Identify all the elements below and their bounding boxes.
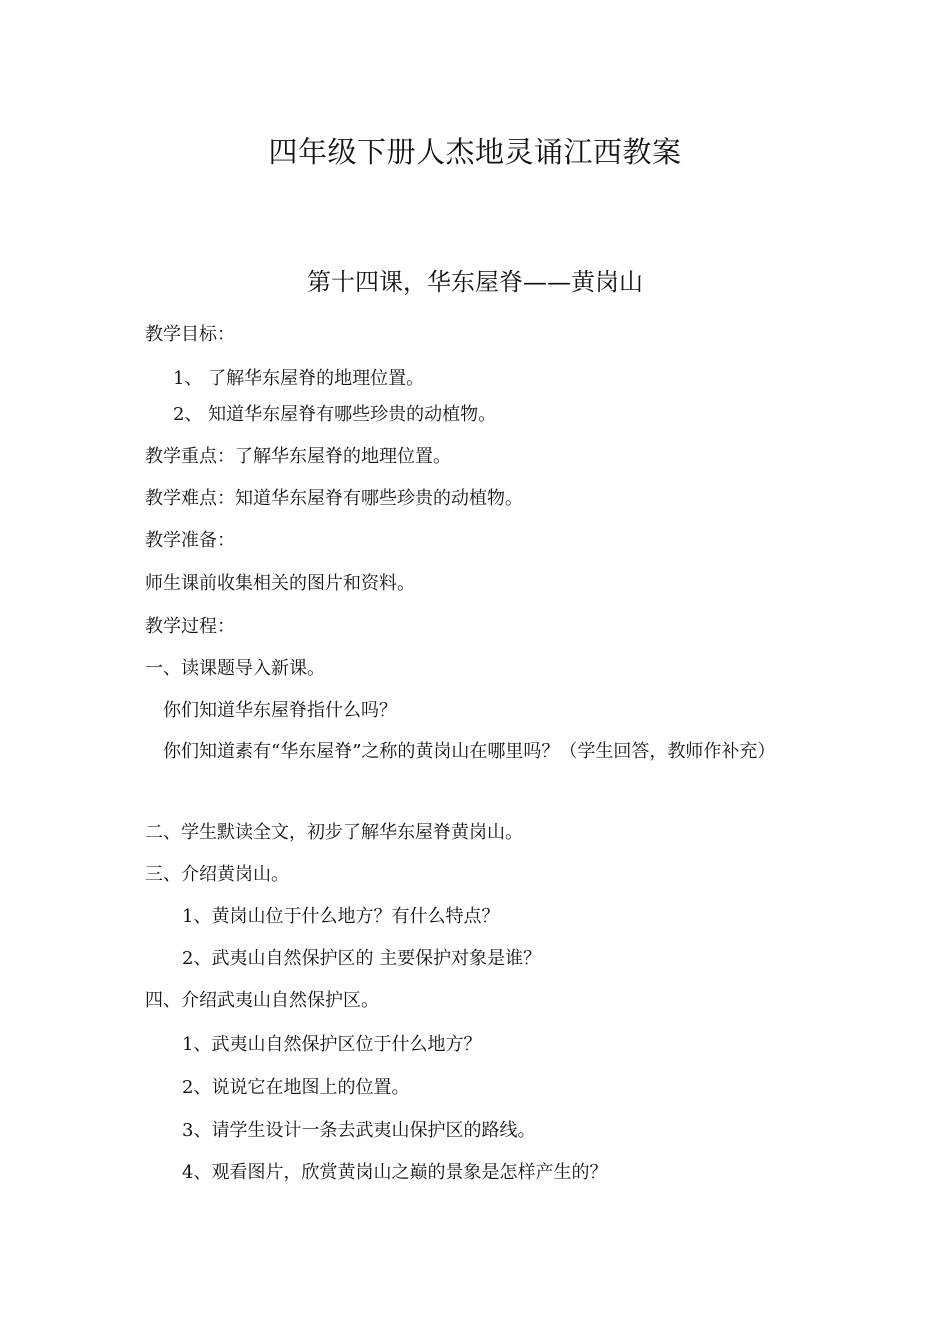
goal-item-1: 1、 了解华东屋脊的地理位置。 <box>173 368 425 389</box>
document-title: 四年级下册人杰地灵诵江西教案 <box>268 135 682 169</box>
section3-item-1: 1、黄岗山位于什么地方？有什么特点？ <box>182 906 500 927</box>
section1-question-1: 你们知道华东屋脊指什么吗？ <box>163 700 397 721</box>
lesson-title: 第十四课，华东屋脊——黄岗山 <box>307 268 643 296</box>
section1-question-2: 你们知道素有“华东屋脊”之称的黄岗山在哪里吗？（学生回答，教师作补充） <box>163 741 776 762</box>
prep-text: 师生课前收集相关的图片和资料。 <box>145 573 415 594</box>
section4-heading: 四、介绍武夷山自然保护区。 <box>145 990 379 1011</box>
section4-item-1: 1、武夷山自然保护区位于什么地方？ <box>182 1034 482 1055</box>
section4-item-2: 2、说说它在地图上的位置。 <box>182 1077 410 1098</box>
key-point: 教学重点：了解华东屋脊的地理位置。 <box>145 446 451 467</box>
section3-heading: 三、介绍黄岗山。 <box>145 864 289 885</box>
goals-heading: 教学目标： <box>145 324 235 345</box>
prep-heading: 教学准备： <box>145 530 235 551</box>
goal-item-2: 2、 知道华东屋脊有哪些珍贵的动植物。 <box>173 404 497 425</box>
section4-item-3: 3、请学生设计一条去武夷山保护区的路线。 <box>182 1120 536 1141</box>
process-heading: 教学过程： <box>145 616 235 637</box>
section2-heading: 二、学生默读全文，初步了解华东屋脊黄岗山。 <box>145 822 523 843</box>
section1-heading: 一、读课题导入新课。 <box>145 658 325 679</box>
difficulty: 教学难点：知道华东屋脊有哪些珍贵的动植物。 <box>145 488 523 509</box>
section4-item-4: 4、观看图片，欣赏黄岗山之巅的景象是怎样产生的？ <box>182 1162 608 1183</box>
section3-item-2: 2、武夷山自然保护区的 主要保护对象是谁？ <box>182 948 542 969</box>
